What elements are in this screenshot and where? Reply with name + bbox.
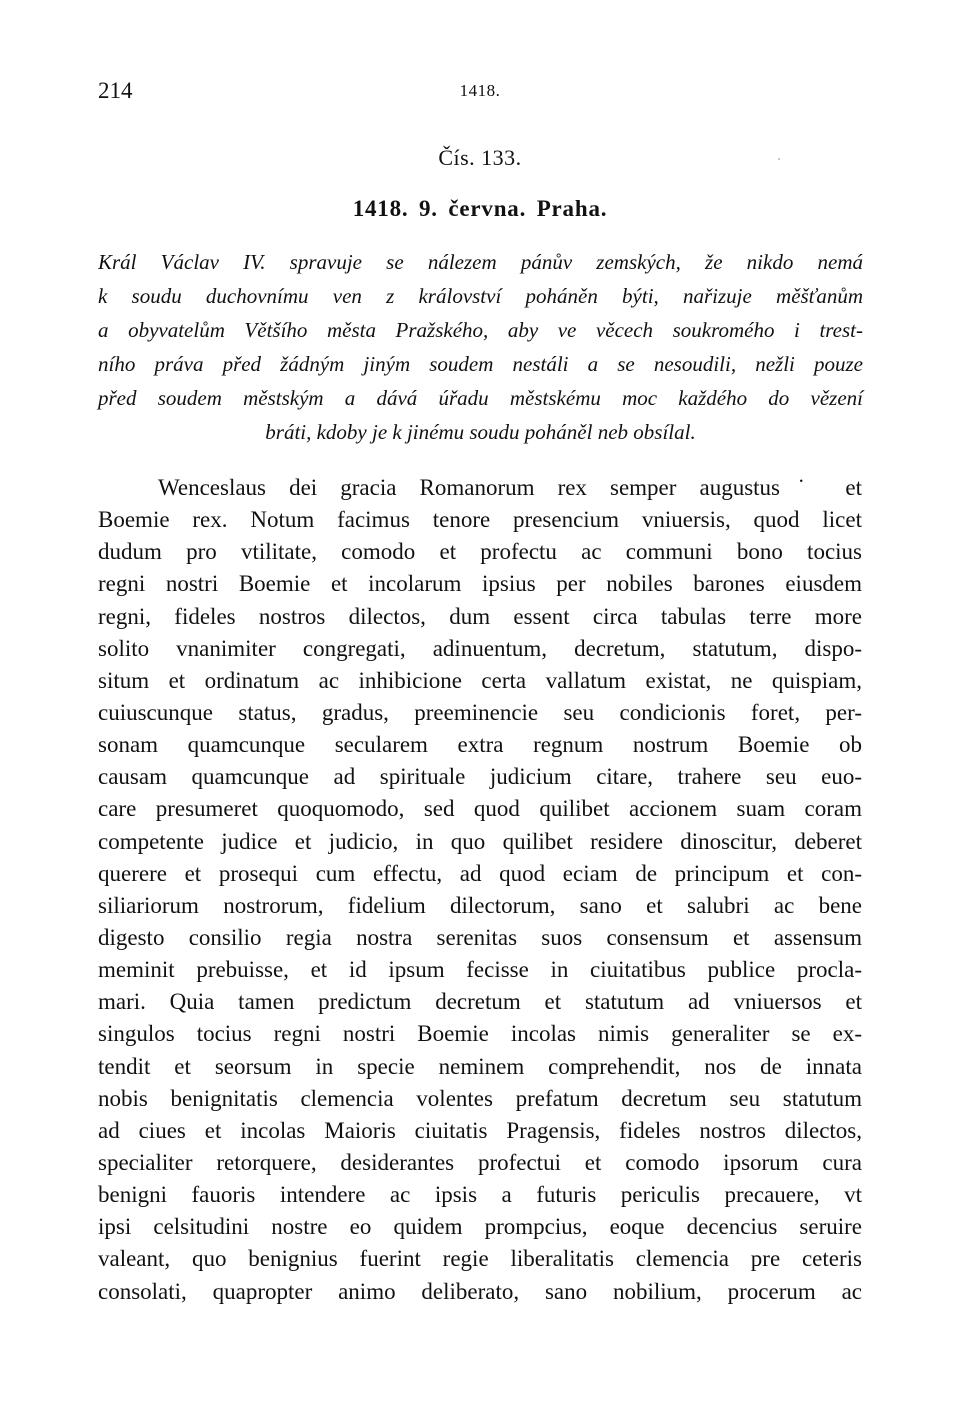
text-line: situm et ordinatum ac inhibicione certa vallatum existat, ne quispiam, <box>98 667 862 693</box>
text-line: siliariorum nostrorum, fidelium dilectorum, sano et salubri ac bene <box>98 892 862 918</box>
regest-line: k soudu duchovnímu ven z království poháněn býti, nařizuje měšťanům <box>98 284 863 308</box>
text-line: regni nostri Boemie et incolarum ipsius per nobiles barones eiusdem <box>98 571 862 597</box>
text-line: benigni fauoris intendere ac ipsis a futuris periculis precauere, vt <box>98 1182 862 1208</box>
document-number: Čís. 133. <box>438 145 522 170</box>
text-line: Boemie rex. Notum facimus tenore presencium vniuersis, quod licet <box>98 507 862 533</box>
text-line: causam quamcunque ad spirituale judicium citare, trahere seu euo- <box>98 764 862 790</box>
text-line: regni, fideles nostros dilectos, dum essent circa tabulas terre more <box>98 603 862 629</box>
running-head: 1418. <box>459 81 501 100</box>
text-line: consolati, quapropter animo deliberato, sano nobilium, procerum ac <box>98 1278 862 1304</box>
text-line: sonam quamcunque secularem extra regnum nostrum Boemie ob <box>98 732 862 758</box>
text-line: querere et prosequi cum effectu, ad quod eciam de principum et con- <box>98 860 862 886</box>
text-line: tendit et seorsum in specie neminem comprehendit, nos de innata <box>98 1053 862 1079</box>
text-line: Wenceslaus dei gracia Romanorum rex semper augustus˙ et <box>158 475 862 500</box>
regest-line: ního práva před žádným jiným soudem nestáli a se nesoudili, nežli pouze <box>98 352 863 376</box>
text-line: mari. Quia tamen predictum decretum et statutum ad vniuersos et <box>98 989 862 1015</box>
text-line: ad ciues et incolas Maioris ciuitatis Pragensis, fideles nostros dilectos, <box>98 1117 862 1143</box>
text-line: digesto consilio regia nostra serenitas suos consensum et assensum <box>98 924 862 950</box>
regest-line: před soudem městským a dává úřadu městskému moc každého do vězení <box>98 386 863 410</box>
regest-summary <box>98 245 863 449</box>
text-line: ipsi celsitudini nostre eo quidem prompcius, eoque decencius seruire <box>98 1214 862 1240</box>
text-line: cuiuscunque status, gradus, preeminencie seu condicionis foret, per- <box>98 699 862 725</box>
page-number: 214 <box>98 78 133 103</box>
latin-charter-text <box>98 472 862 1308</box>
text-line: nobis benignitatis clemencia volentes prefatum decretum seu statutum <box>98 1085 862 1111</box>
text-line: dudum pro vtilitate, comodo et profectu ac communi bono tocius <box>98 539 862 565</box>
regest-line: a obyvatelům Většího města Pražského, aby ve věcech soukromého i trest- <box>98 318 863 342</box>
document-date-place: 1418. 9. června. Praha. <box>352 196 608 221</box>
regest-line: bráti, kdoby je k jinému soudu poháněl neb obsílal. <box>265 420 696 444</box>
text-line: singulos tocius regni nostri Boemie incolas nimis generaliter se ex- <box>98 1021 862 1047</box>
text-line: competente judice et judicio, in quo quilibet residere dinoscitur, deberet <box>98 828 862 854</box>
text-line: solito vnanimiter congregati, adinuentum, decretum, statutum, dispo- <box>98 635 862 661</box>
regest-line: Král Václav IV. spravuje se nálezem pánův zemských, že nikdo nemá <box>98 250 863 274</box>
text-line: specialiter retorquere, desiderantes profectui et comodo ipsorum cura <box>98 1149 862 1175</box>
text-line: meminit prebuisse, et id ipsum fecisse in ciuitatibus publice procla- <box>98 957 862 983</box>
text-line: care presumeret quoquomodo, sed quod quilibet accionem suam coram <box>98 796 862 822</box>
text-line: valeant, quo benignius fuerint regie liberalitatis clemencia pre ceteris <box>98 1246 862 1272</box>
